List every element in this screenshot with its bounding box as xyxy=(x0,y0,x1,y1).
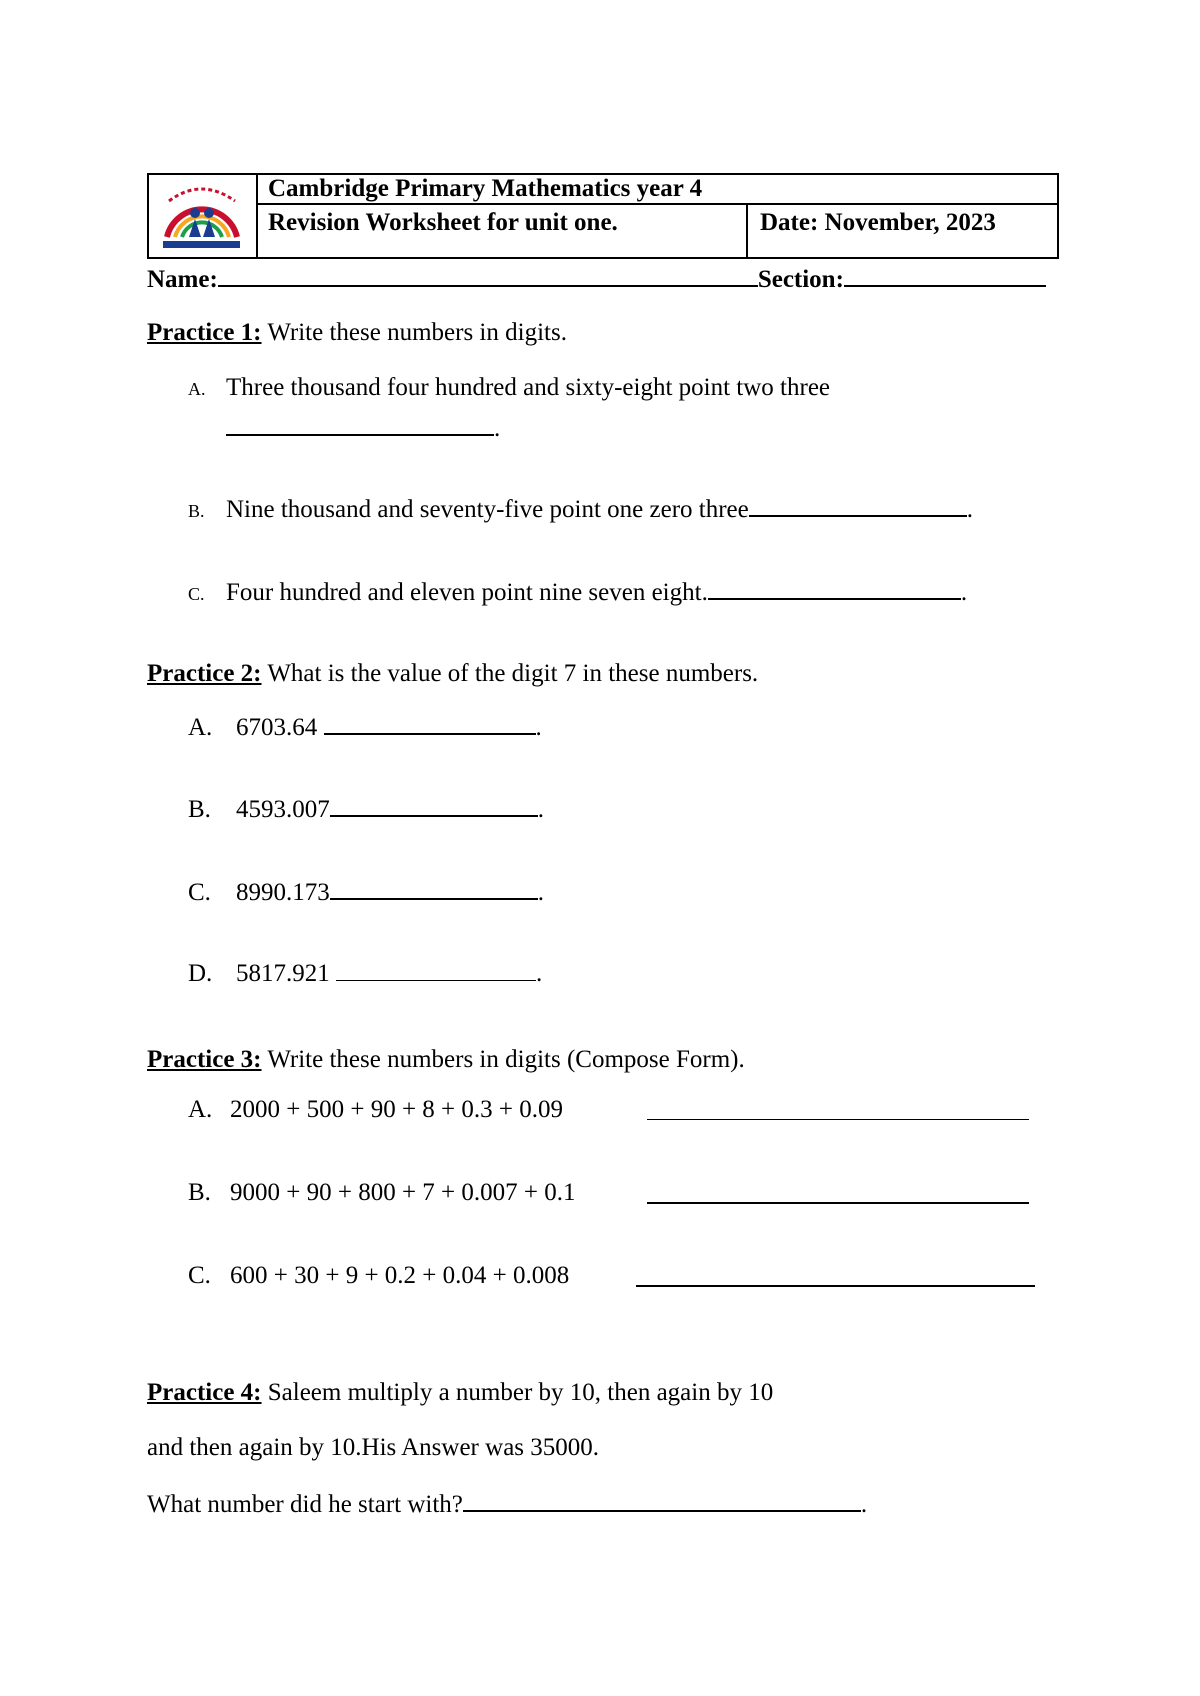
practice4-label: Practice 4: xyxy=(147,1379,262,1406)
practice3-label: Practice 3: xyxy=(147,1046,262,1073)
answer-blank[interactable] xyxy=(330,876,538,900)
practice2-item-c: C. 8990.173 . xyxy=(188,876,544,908)
practice3-heading xyxy=(147,1045,745,1075)
item-text: 2000 + 500 + 90 + 8 + 0.3 + 0.09 xyxy=(230,1096,563,1123)
item-letter: A. xyxy=(188,714,213,741)
practice2-heading xyxy=(147,659,758,689)
practice2-item-d: D. 5817.921 . xyxy=(188,960,543,987)
answer-blank[interactable] xyxy=(226,412,494,436)
practice3-instruction: Write these numbers in digits (Compose Form). xyxy=(261,1046,745,1073)
name-label: Name: xyxy=(147,266,218,293)
header-table xyxy=(147,173,1059,259)
answer-blank[interactable] xyxy=(749,493,967,517)
practice1-item-a xyxy=(188,373,830,404)
item-text: 6703.64 xyxy=(236,714,324,741)
practice3-item-c xyxy=(188,1261,569,1291)
item-letter: D. xyxy=(188,960,213,987)
practice2-item-a: A. 6703.64 . xyxy=(188,711,542,743)
practice4-line3: What number did he start with? . xyxy=(147,1488,867,1520)
practice1-item-b: B. Nine thousand and seventy-five point one zero three . xyxy=(188,493,973,526)
worksheet-date: Date: November, 2023 xyxy=(760,209,996,236)
item-text: 5817.921 xyxy=(236,960,336,987)
item-text: 600 + 30 + 9 + 0.2 + 0.04 + 0.008 xyxy=(230,1262,570,1289)
item-letter: B. xyxy=(188,501,205,521)
item-letter: B. xyxy=(188,1179,211,1206)
item-letter: A. xyxy=(188,379,206,399)
practice3-item-b xyxy=(188,1178,576,1208)
practice2-instruction: What is the value of the digit 7 in these numbers. xyxy=(261,660,759,687)
practice4-line2: and then again by 10.His Answer was 35000. xyxy=(147,1434,600,1461)
practice4-line1: Saleem multiply a number by 10, then again by 10 xyxy=(261,1379,774,1406)
item-letter: C. xyxy=(188,584,205,604)
item-text: Three thousand four hundred and sixty-eight point two three xyxy=(226,374,831,401)
practice3-answer-b[interactable] xyxy=(647,1202,1029,1204)
worksheet-title: Cambridge Primary Mathematics year 4 xyxy=(258,175,1057,205)
item-text: Four hundred and eleven point nine seven eight. xyxy=(226,579,708,606)
name-blank[interactable] xyxy=(218,263,758,287)
school-logo-icon xyxy=(149,175,254,255)
practice2-item-b: B. 4593.007 . xyxy=(188,793,544,825)
answer-blank[interactable] xyxy=(463,1488,861,1512)
practice1-label: Practice 1: xyxy=(147,319,262,346)
answer-blank[interactable] xyxy=(708,576,961,600)
item-text: 4593.007 xyxy=(236,796,330,823)
worksheet-subtitle: Revision Worksheet for unit one. xyxy=(258,205,748,257)
practice1-item-c: C. Four hundred and eleven point nine seven eight. . xyxy=(188,576,967,609)
answer-blank[interactable] xyxy=(330,793,538,817)
practice3-answer-c[interactable] xyxy=(636,1285,1035,1287)
answer-blank[interactable] xyxy=(324,711,536,735)
school-logo xyxy=(149,175,258,257)
practice1-heading xyxy=(147,318,567,348)
item-letter: A. xyxy=(188,1096,213,1123)
practice3-answer-a[interactable] xyxy=(647,1119,1029,1120)
section-label: Section: xyxy=(757,266,844,293)
practice3-item-a xyxy=(188,1095,563,1125)
practice4-heading xyxy=(147,1378,773,1408)
item-text: Nine thousand and seventy-five point one zero three xyxy=(226,496,749,523)
practice1-answer-a: . xyxy=(226,412,500,444)
item-letter: C. xyxy=(188,1262,211,1289)
practice2-label: Practice 2: xyxy=(147,660,262,687)
name-line xyxy=(147,263,1046,295)
answer-blank[interactable] xyxy=(336,958,536,981)
item-letter: C. xyxy=(188,879,211,906)
practice1-instruction: Write these numbers in digits. xyxy=(261,319,567,346)
practice4-question: What number did he start with? xyxy=(147,1491,463,1518)
item-text: 8990.173 xyxy=(236,879,330,906)
item-letter: B. xyxy=(188,796,211,823)
item-text: 9000 + 90 + 800 + 7 + 0.007 + 0.1 xyxy=(230,1179,576,1206)
section-blank[interactable] xyxy=(844,263,1046,287)
